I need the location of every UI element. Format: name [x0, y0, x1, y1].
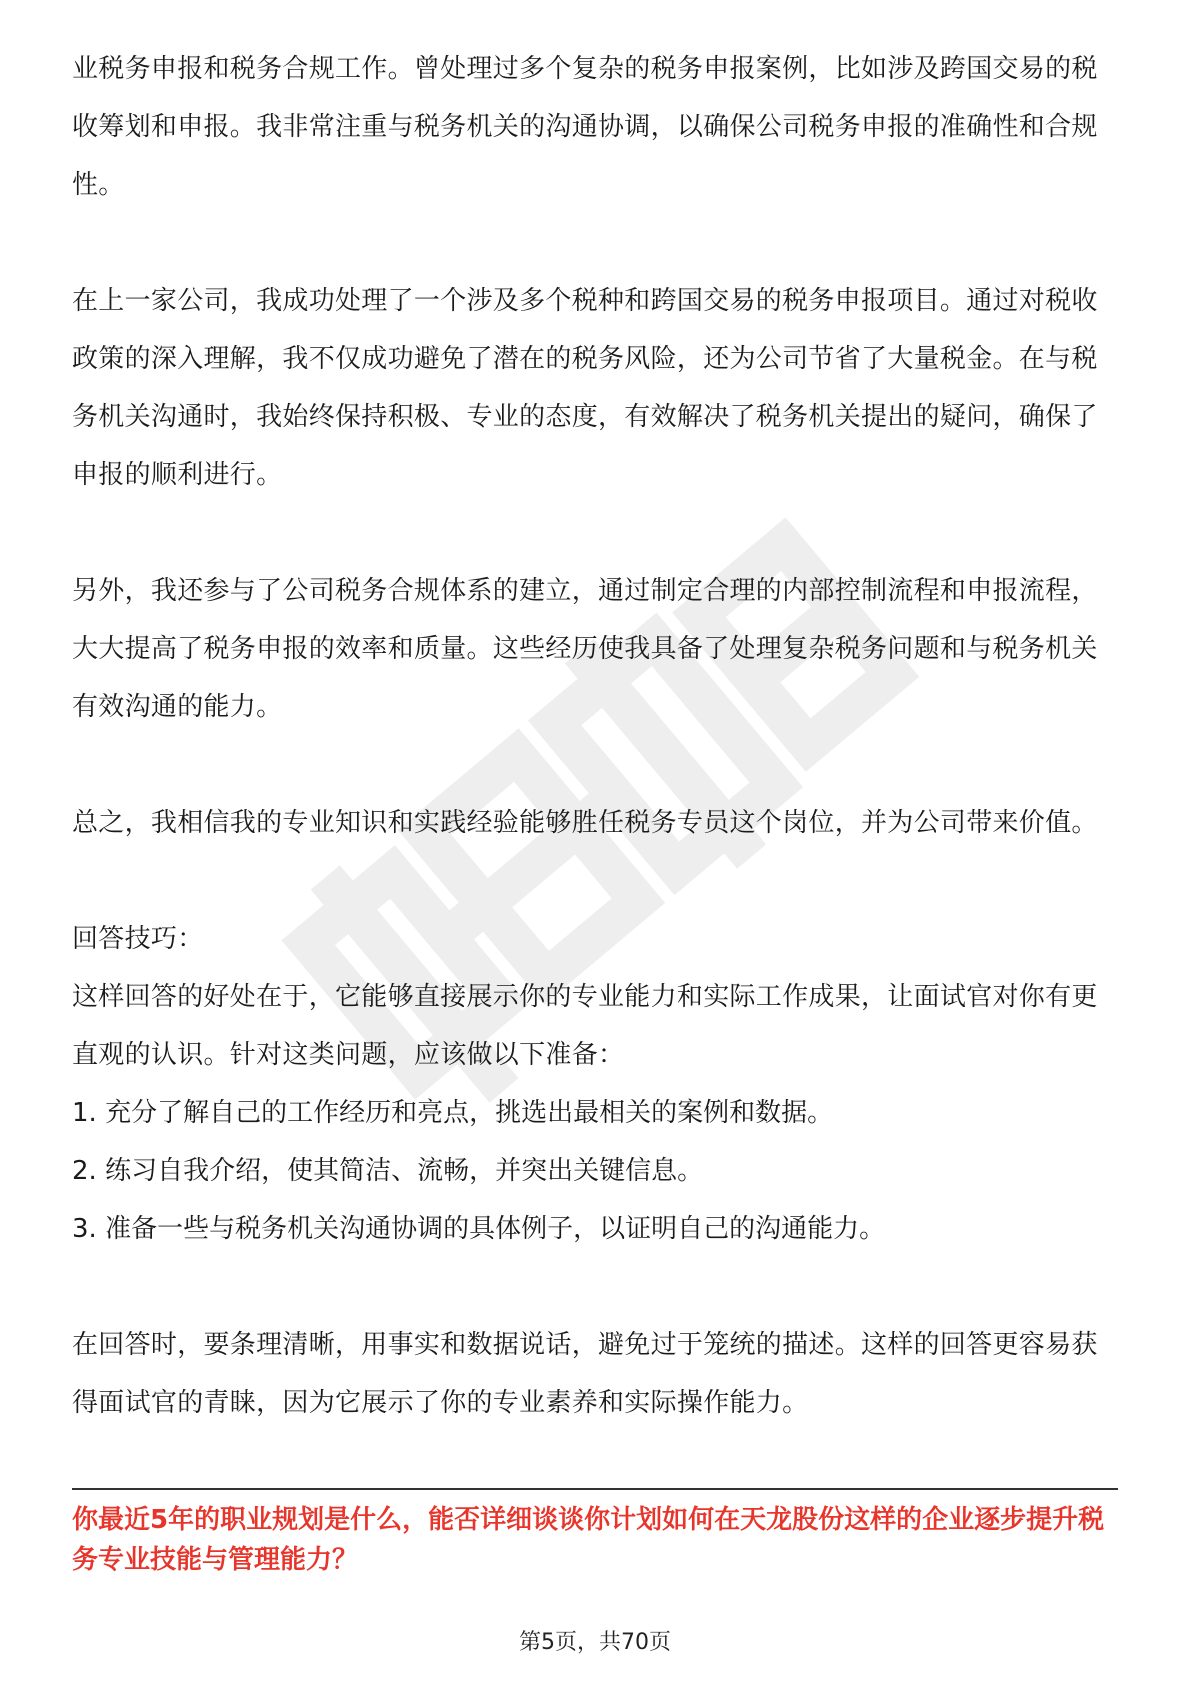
tips-item: 3. 准备一些与税务机关沟通协调的具体例子，以证明自己的沟通能力。	[72, 1214, 886, 1244]
tips-item: 2. 练习自我介绍，使其简洁、流畅，并突出关键信息。	[72, 1156, 704, 1186]
paragraph-4: 总之，我相信我的专业知识和实践经验能够胜任税务专员这个岗位，并为公司带来价值。	[72, 808, 1098, 838]
paragraph-1: 业税务申报和税务合规工作。曾处理过多个复杂的税务申报案例，比如涉及跨国交易的税收筹划和申报。我非常注重与税务机关的沟通协调，以确保公司税务申报的准确性和合规性。	[72, 54, 1098, 200]
paragraph-gap	[72, 1258, 1118, 1316]
next-question-heading: 你最近5年的职业规划是什么，能否详细谈谈你计划如何在天龙股份这样的企业逐步提升税务专业技能与管理能力？	[72, 1505, 1105, 1575]
page-number-footer: 第5页，共70页	[519, 1630, 671, 1655]
paragraph-2: 在上一家公司，我成功处理了一个涉及多个税种和跨国交易的税务申报项目。通过对税收政策的深入理解，我不仅成功避免了潜在的税务风险，还为公司节省了大量税金。在与税务机关沟通时，我始终保持积极、专业的态度，有效解决了税务机关提出的疑问，确保了申报的顺利进行。	[72, 286, 1098, 490]
paragraph-5: 在回答时，要条理清晰，用事实和数据说话，避免过于笼统的描述。这样的回答更容易获得面试官的青睐，因为它展示了你的专业素养和实际操作能力。	[72, 1330, 1098, 1418]
paragraph-gap	[72, 504, 1118, 562]
paragraph-gap	[72, 214, 1118, 272]
section-divider	[72, 1488, 1118, 1490]
tips-heading: 回答技巧：	[72, 924, 204, 954]
tips-item: 1. 充分了解自己的工作经历和亮点，挑选出最相关的案例和数据。	[72, 1098, 834, 1128]
paragraph-gap	[72, 852, 1118, 910]
document-body	[72, 40, 1118, 1432]
paragraph-gap	[72, 736, 1118, 794]
tips-intro: 这样回答的好处在于，它能够直接展示你的专业能力和实际工作成果，让面试官对你有更直观的认识。针对这类问题，应该做以下准备：	[72, 982, 1098, 1070]
paragraph-3: 另外，我还参与了公司税务合规体系的建立，通过制定合理的内部控制流程和申报流程，大大提高了税务申报的效率和质量。这些经历使我具备了处理复杂税务问题和与税务机关有效沟通的能力。	[72, 576, 1098, 722]
